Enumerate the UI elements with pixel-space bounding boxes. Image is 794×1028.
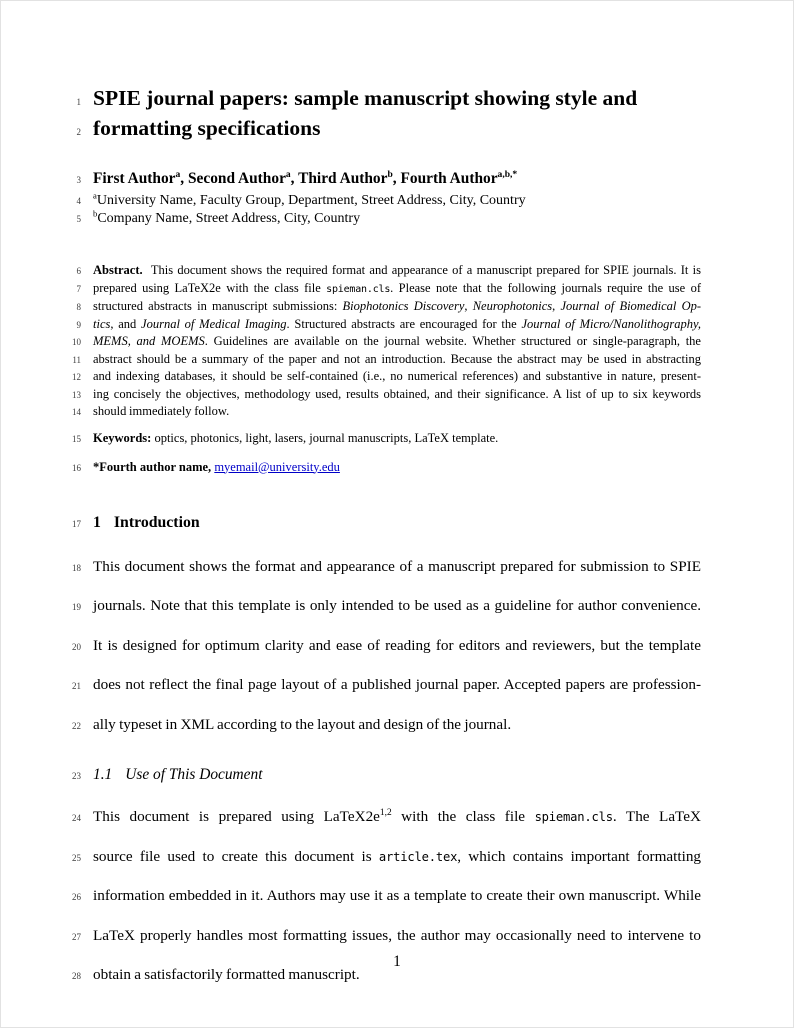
- manuscript-line: [59, 351, 701, 369]
- text-segment: Company Name, Street Address, City, Country: [97, 211, 361, 226]
- manuscript-line: [59, 765, 701, 786]
- line-number: 19: [72, 602, 81, 612]
- line-number: 17: [72, 518, 81, 529]
- line-text: [93, 85, 701, 111]
- text-segment: , Second Author: [180, 170, 286, 187]
- text-segment: journals. Note that this template is only intended to be used as a guideline for author convenience.: [93, 597, 701, 614]
- manuscript-line: [59, 459, 701, 477]
- text-segment: a: [93, 190, 97, 201]
- block-title: [59, 85, 701, 145]
- line-number: 2: [76, 127, 81, 137]
- line-number: 16: [72, 462, 81, 473]
- line-number: 9: [76, 319, 81, 330]
- text-segment: a: [175, 168, 181, 180]
- manuscript-line: [59, 115, 701, 145]
- line-text: [93, 917, 701, 955]
- manuscript-line: [59, 838, 701, 878]
- line-text: [93, 298, 701, 315]
- text-segment: . Guidelines are available on the journal website. Whether structured or single-paragraph, the: [204, 334, 701, 348]
- text-segment: Biophotonics Discovery: [342, 299, 465, 313]
- text-segment: optics, photonics, light, lasers, journal manuscripts, LaTeX template.: [151, 430, 499, 445]
- text-segment: with the class file: [391, 808, 535, 825]
- line-text: [93, 115, 701, 141]
- manuscript-line: [59, 280, 701, 299]
- text-segment: Journal of Micro/Nanolithography,: [521, 316, 701, 331]
- line-number: 15: [72, 433, 81, 444]
- text-segment: . Structured abstracts are encouraged for the: [286, 316, 522, 331]
- line-number: 14: [72, 407, 81, 417]
- text-segment: This document is prepared using LaTeX2e: [93, 808, 380, 825]
- line-text: [93, 316, 701, 333]
- line-number: 8: [76, 302, 81, 312]
- line-number: 28: [72, 971, 81, 981]
- line-text: [93, 798, 701, 837]
- line-number: 3: [76, 175, 81, 185]
- line-number: 21: [72, 681, 81, 691]
- line-text: [93, 587, 701, 625]
- manuscript-line: [59, 333, 701, 351]
- text-segment: abstract should be a summary of the paper and not an introduction. Because the abstract may be used in abstracting: [93, 351, 701, 366]
- line-text: [93, 368, 701, 385]
- text-segment: source file used to create this document is: [93, 847, 379, 865]
- line-text: [93, 627, 701, 665]
- manuscript-line: [59, 192, 701, 210]
- text-segment: ,: [464, 299, 473, 313]
- text-segment: Use of This Document: [125, 766, 263, 783]
- text-segment: article.tex: [378, 849, 458, 864]
- block-correspondence: [59, 459, 701, 477]
- manuscript-line: [59, 548, 701, 588]
- manuscript-line: [59, 587, 701, 627]
- line-number: 11: [72, 354, 81, 365]
- text-segment: MEMS, and MOEMS: [93, 334, 205, 348]
- manuscript-line: [59, 877, 701, 917]
- text-segment: ,: [552, 299, 561, 313]
- manuscript-line: [59, 666, 701, 706]
- line-text: [93, 459, 701, 476]
- manuscript-line: [59, 316, 701, 334]
- line-text: [93, 706, 701, 744]
- line-text: [93, 192, 701, 210]
- text-segment: prepared using LaTeX2e with the class file: [93, 280, 327, 295]
- text-segment: information embedded in it. Authors may use it as a template to create their own manuscript. While: [93, 887, 701, 904]
- text-segment: spieman.cls: [534, 810, 613, 824]
- text-segment: 1.1: [93, 766, 113, 783]
- text-segment: 1: [93, 513, 101, 531]
- text-segment: ally typeset in XML according to the layout and design of the journal.: [93, 715, 512, 733]
- line-number: 26: [72, 892, 81, 902]
- line-text: [93, 765, 701, 785]
- text-segment: a,b,*: [497, 168, 518, 180]
- line-text: [93, 280, 701, 299]
- line-number: 10: [72, 337, 81, 347]
- manuscript-line: [59, 169, 701, 190]
- text-segment: b: [93, 208, 98, 219]
- line-number: 27: [72, 931, 81, 942]
- text-segment: does not reflect the final page layout of a published journal paper. Accepted papers are profession-: [93, 676, 701, 693]
- manuscript-line: [59, 798, 701, 838]
- text-segment: It is designed for optimum clarity and ease of reading for editors and reviewers, but the template: [93, 636, 701, 654]
- text-segment: tics: [93, 316, 111, 331]
- manuscript-line: [59, 627, 701, 667]
- text-segment: a: [285, 168, 291, 180]
- text-segment: Abstract.: [93, 263, 143, 277]
- line-number: 23: [72, 771, 81, 781]
- manuscript-line: [59, 917, 701, 957]
- line-text: [93, 666, 701, 704]
- block-affiliations: [59, 192, 701, 228]
- text-segment: should immediately follow.: [93, 404, 230, 418]
- manuscript-line: [59, 210, 701, 228]
- line-text: [93, 333, 701, 350]
- manuscript-line: [59, 298, 701, 316]
- line-text: [93, 210, 701, 228]
- text-segment: Neurophotonics: [472, 299, 553, 313]
- line-text: [93, 548, 701, 586]
- text-segment: spieman.cls: [326, 283, 391, 295]
- line-number: 5: [76, 214, 81, 224]
- line-text: [93, 169, 701, 189]
- page-number: 1: [393, 953, 401, 970]
- text-segment: , Fourth Author: [392, 170, 498, 187]
- manuscript-line: [59, 403, 701, 421]
- text-segment: This document shows the required format and appearance of a manuscript prepared for SPIE journals. It is: [142, 263, 701, 277]
- text-segment: formatting specifications: [93, 116, 321, 140]
- line-text: [93, 430, 701, 447]
- block-section-1: [59, 513, 701, 534]
- text-segment: *Fourth author name,: [93, 459, 215, 474]
- manuscript-body: [59, 85, 701, 996]
- line-text: [93, 351, 701, 368]
- text-segment: and indexing databases, it should be self-contained (i.e., no numerical references) and substantive in nature, present-: [93, 369, 701, 383]
- line-number: 22: [72, 720, 81, 731]
- block-keywords: [59, 430, 701, 448]
- text-segment: , which contains important formatting: [457, 847, 702, 865]
- line-number: 7: [76, 283, 81, 294]
- manuscript-line: [59, 262, 701, 280]
- block-authors: [59, 169, 701, 190]
- line-number: 6: [76, 266, 81, 276]
- block-subsection-1-1: [59, 765, 701, 786]
- text-segment: Introduction: [113, 513, 200, 531]
- manuscript-line: [59, 368, 701, 386]
- text-segment: ing concisely the objectives, methodology used, results obtained, and their significance. A list of up to six keywords: [93, 386, 701, 401]
- manuscript-line: [59, 513, 701, 534]
- text-segment: This document shows the format and appearance of a manuscript prepared for submission to SPIE: [93, 557, 701, 575]
- manuscript-line: [59, 85, 701, 115]
- text-segment: Journal of Medical Imaging: [141, 316, 287, 331]
- block-abstract: [59, 262, 701, 421]
- line-text: [93, 877, 701, 915]
- text-segment: b: [387, 168, 393, 180]
- line-number: 20: [72, 641, 81, 652]
- text-segment: First Author: [93, 170, 176, 187]
- line-text: [93, 513, 701, 533]
- text-segment: , Third Author: [290, 170, 388, 187]
- text-segment: structured abstracts in manuscript submissions:: [93, 299, 343, 313]
- line-number: 24: [72, 813, 81, 823]
- manuscript-line: [59, 706, 701, 746]
- line-text: [93, 838, 701, 877]
- text-segment: 1,2: [379, 807, 392, 818]
- manuscript-line: [59, 386, 701, 404]
- block-para-1: [59, 548, 701, 746]
- text-segment: Keywords:: [93, 430, 152, 445]
- text-segment: SPIE journal papers: sample manuscript showing style and: [93, 86, 638, 110]
- line-number: 13: [72, 389, 81, 400]
- line-number: 25: [72, 852, 81, 863]
- text-segment: University Name, Faculty Group, Department, Street Address, City, Country: [96, 193, 526, 208]
- line-number: 1: [76, 97, 81, 107]
- text-segment: obtain a satisfactorily formatted manuscript.: [93, 966, 360, 983]
- line-number: 12: [72, 372, 81, 382]
- text-segment: , and: [110, 316, 142, 331]
- text-segment: . The LaTeX: [612, 808, 701, 825]
- line-text: [93, 262, 701, 279]
- email-link[interactable]: myemail@university.edu: [214, 459, 340, 474]
- text-segment: Journal of Biomedical Op-: [560, 299, 702, 313]
- text-segment: . Please note that the following journals require the use of: [390, 280, 701, 295]
- line-number: 18: [72, 562, 81, 573]
- line-text: [93, 386, 701, 403]
- manuscript-line: [59, 430, 701, 448]
- line-number: 4: [76, 196, 81, 206]
- line-text: [93, 403, 701, 420]
- text-segment: LaTeX properly handles most formatting issues, the author may occasionally need to intervene to: [93, 926, 701, 944]
